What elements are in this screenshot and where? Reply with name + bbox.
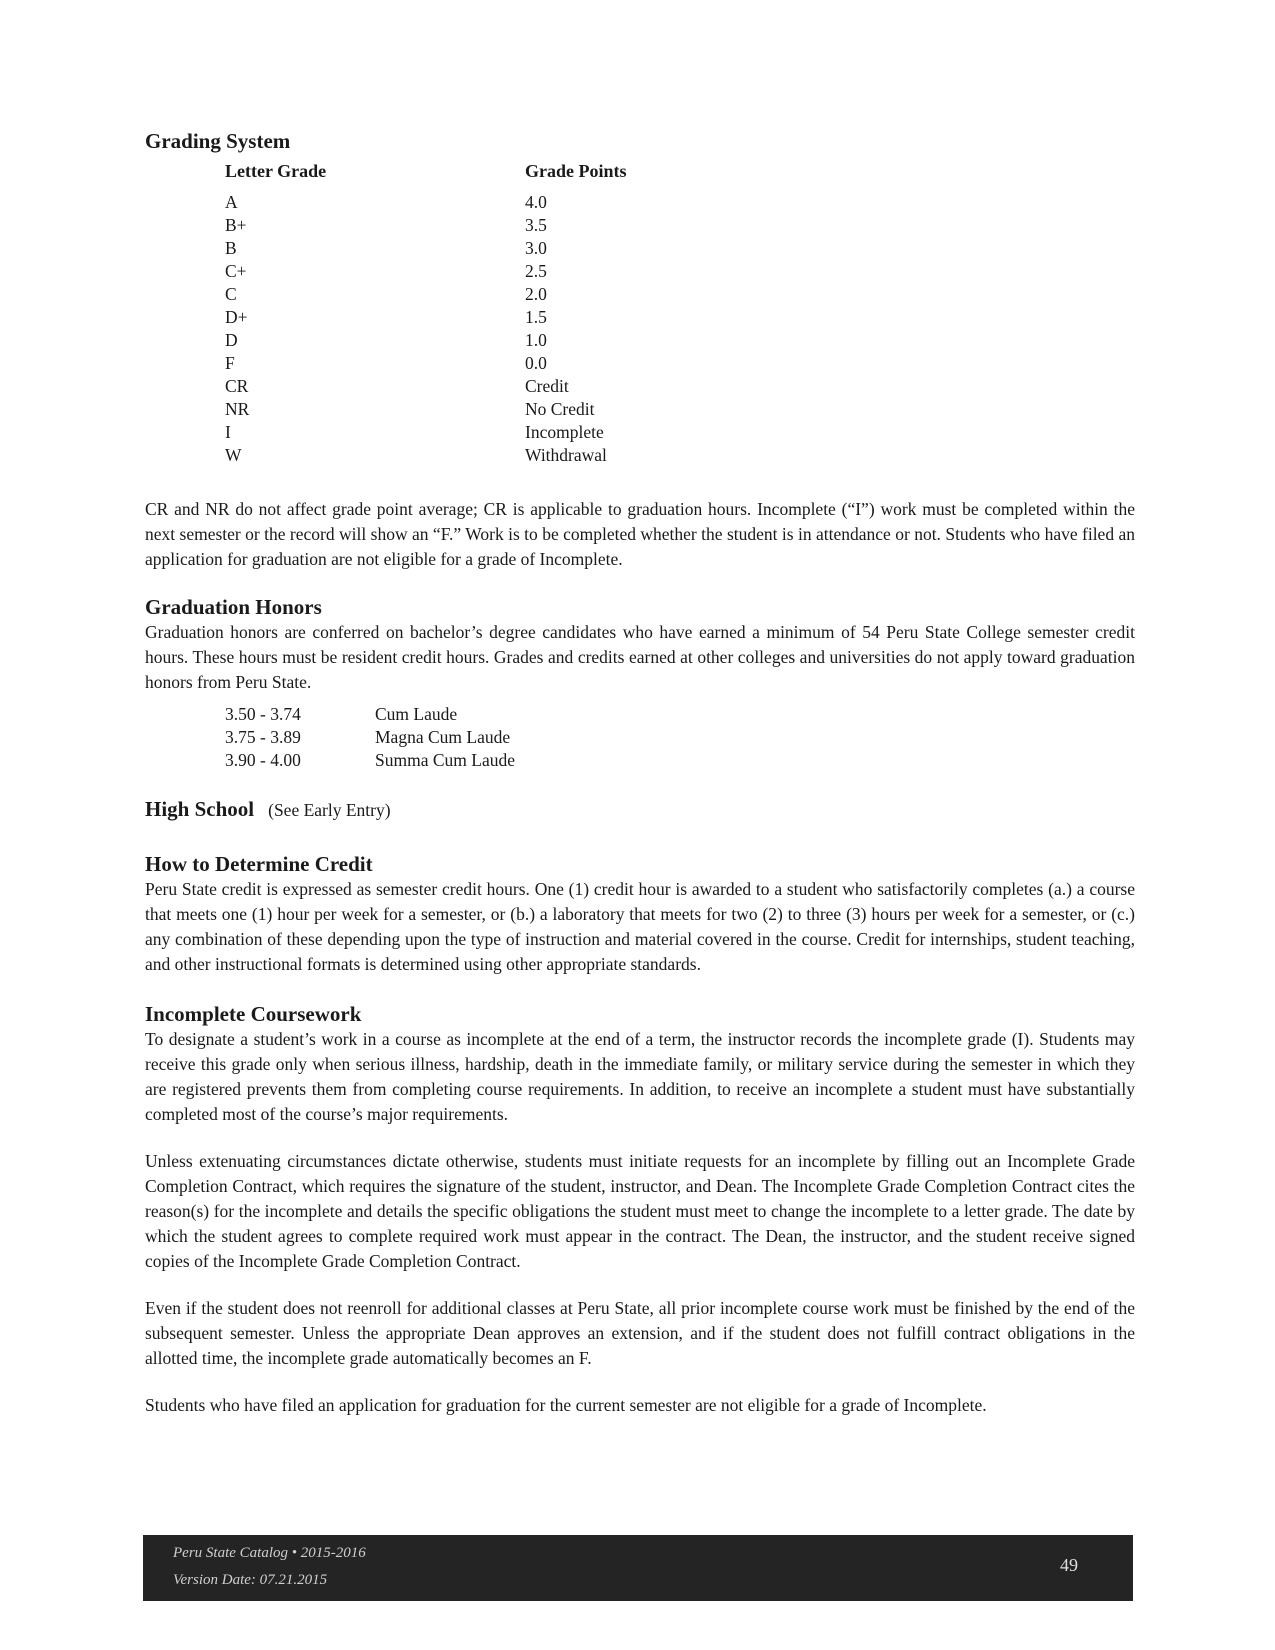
incomplete-paragraph-3: Even if the student does not reenroll for additional classes at Peru State, all prior incomplete course work must be finished by the end of the subsequent semester. Unless the appropriate Dean approves an extension, and if the student does not fulfill contract obligations in the allotted time, the incomplete grade automatically becomes an F. [145,1298,1135,1368]
grade-points: Incomplete [525,422,604,442]
letter-grade: I [225,422,231,442]
gpa-range: 3.50 - 3.74 [225,704,301,724]
grade-points: 3.0 [525,238,547,258]
letter-grade: CR [225,376,249,396]
page-footer [143,1535,1133,1601]
grade-points: 1.5 [525,307,547,327]
table-row [225,214,1135,237]
table-row [225,398,1135,421]
credit-text: Peru State credit is expressed as semester credit hours. One (1) credit hour is awarded to a student who satisfactorily completes (a.) a course that meets one (1) hour per week for a semester, or (b.) a laboratory that meets for two (2) to three (3) hours per week for a semester, or (c.) any combination of these depending upon the type of instruction and material covered in the course. Credit for internships, student teaching, and other instructional formats is determined using other appropriate standards. [145,879,1135,974]
table-row [225,352,1135,375]
grade-points: 0.0 [525,353,547,373]
grade-points: 4.0 [525,192,547,212]
high-school-note: (See Early Entry) [268,800,391,820]
honor-title: Summa Cum Laude [375,750,515,770]
credit-heading: How to Determine Credit [145,852,373,876]
table-row [225,237,1135,260]
grade-points: Withdrawal [525,445,607,465]
table-row [225,749,1135,772]
letter-grade: D [225,330,238,350]
letter-grade: B [225,238,237,258]
table-row [225,726,1135,749]
table-row [225,260,1135,283]
table-row [225,703,1135,726]
letter-grade: C+ [225,261,247,281]
grading-table-header [225,160,1135,183]
honors-table [225,703,1135,772]
letter-grade: B+ [225,215,247,235]
grading-table [225,160,1135,467]
letter-grade: NR [225,399,250,419]
incomplete-heading: Incomplete Coursework [145,1002,362,1026]
honors-text: Graduation honors are conferred on bachelor’s degree candidates who have earned a minimum of 54 Peru State College semester credit hours. These hours must be resident credit hours. Grades and credits earned at other colleges and universities do not apply toward graduation honors from Peru State. [145,622,1135,692]
letter-grade: A [225,192,238,212]
honors-heading: Graduation Honors [145,595,322,619]
footer-catalog: Peru State Catalog • 2015-2016 [173,1545,366,1561]
incomplete-paragraph-2: Unless extenuating circumstances dictate otherwise, students must initiate requests for an incomplete by filling out an Incomplete Grade Completion Contract, which requires the signature of the student, instructor, and Dean. The Incomplete Grade Completion Contract cites the reason(s) for the incomplete and details the specific obligations the student must meet to change the incomplete to a letter grade. The date by which the student agrees to complete required work must appear in the contract. The Dean, the instructor, and the student receive signed copies of the Incomplete Grade Completion Contract. [145,1151,1135,1271]
letter-grade-header: Letter Grade [225,161,327,181]
table-row [225,329,1135,352]
incomplete-paragraph-1: To designate a student’s work in a course as incomplete at the end of a term, the instructor records the incomplete grade (I). Students may receive this grade only when serious illness, hardship, death in the immediate family, or military service during the semester in which they are registered prevents them from completing course requirements. In addition, to receive an incomplete a student must have substantially completed most of the course’s major requirements. [145,1029,1135,1124]
grading-note: CR and NR do not affect grade point average; CR is applicable to graduation hours. Incomplete (“I”) work must be completed within the next semester or the record will show an “F.” Work is to be completed whether the student is in attendance or not. Students who have filed an application for graduation are not eligible for a grade of Incomplete. [145,499,1135,569]
gpa-range: 3.75 - 3.89 [225,727,301,747]
table-row [225,375,1135,398]
grade-points: Credit [525,376,569,396]
incomplete-paragraph-4: Students who have filed an application for graduation for the current semester are not eligible for a grade of Incomplete. [145,1395,987,1415]
high-school-heading [145,796,1135,823]
grade-points: 1.0 [525,330,547,350]
table-row [225,306,1135,329]
letter-grade: C [225,284,237,304]
grade-points: No Credit [525,399,595,419]
honor-title: Cum Laude [375,704,458,724]
table-row [225,444,1135,467]
high-school-title: High School [145,797,255,821]
letter-grade: D+ [225,307,248,327]
footer-version: Version Date: 07.21.2015 [173,1572,328,1588]
table-row [225,191,1135,214]
table-row [225,283,1135,306]
grade-points: 2.0 [525,284,547,304]
grade-points-header: Grade Points [525,161,627,181]
grade-points: 3.5 [525,215,547,235]
grading-heading: Grading System [145,129,291,153]
page-number: 49 [1060,1555,1078,1575]
grade-points: 2.5 [525,261,547,281]
gpa-range: 3.90 - 4.00 [225,750,301,770]
page-content [145,128,1135,1418]
table-row [225,421,1135,444]
honor-title: Magna Cum Laude [375,727,511,747]
letter-grade: W [225,445,242,465]
letter-grade: F [225,353,235,373]
